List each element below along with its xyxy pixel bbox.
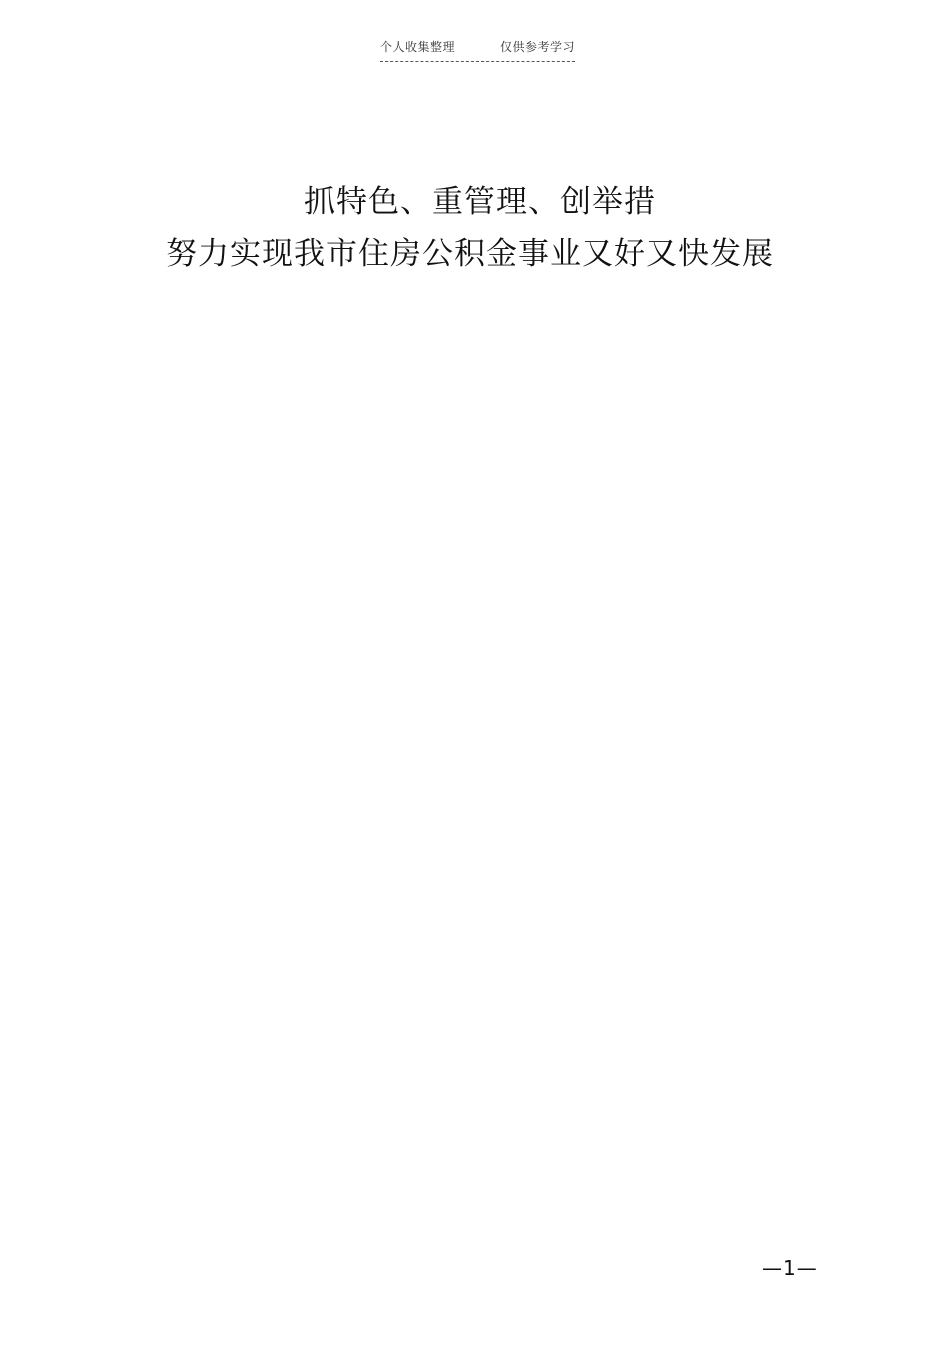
header-left: 个人收集整理 bbox=[380, 40, 456, 54]
title-line-2: 努力实现我市住房公积金事业又好又快发展 bbox=[166, 236, 774, 272]
page-header bbox=[380, 38, 575, 62]
page-number: —1— bbox=[762, 1256, 818, 1280]
header-right: 仅供参考学习 bbox=[499, 40, 575, 54]
title-line-1: 抓特色、重管理、创举措 bbox=[304, 184, 656, 220]
